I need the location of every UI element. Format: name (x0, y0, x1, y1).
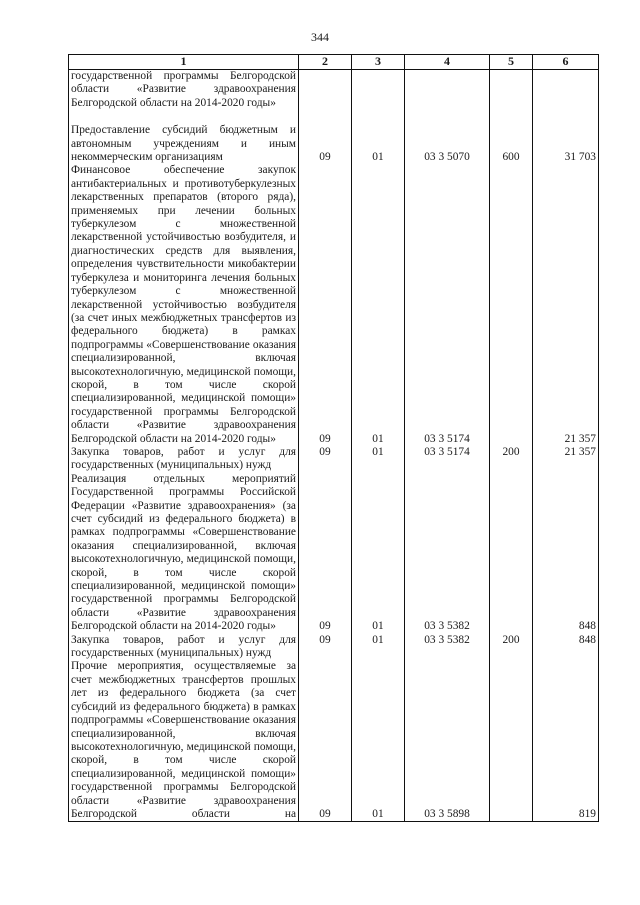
row-name: государственной программы Белгородской области «Развитие здравоохранения Белгородской области на 2014-2020 годы» (69, 70, 299, 111)
row-amount: 21 357 (533, 164, 599, 446)
row-section: 09 (299, 473, 352, 634)
row-subsection: 01 (352, 634, 405, 661)
row-section: 09 (299, 446, 352, 473)
row-target-item: 03 3 5382 (405, 473, 490, 634)
row-amount: 848 (533, 473, 599, 634)
row-target-item: 03 3 5382 (405, 634, 490, 661)
table-row (69, 446, 599, 473)
col-header-section: 2 (299, 55, 352, 70)
table-row (69, 110, 599, 164)
row-expense-type (490, 164, 533, 446)
col-header-name: 1 (69, 55, 299, 70)
row-section: 09 (299, 110, 352, 164)
row-subsection: 01 (352, 473, 405, 634)
row-section: 09 (299, 164, 352, 446)
row-subsection: 01 (352, 660, 405, 821)
row-expense-type: 200 (490, 634, 533, 661)
row-name: Финансовое обеспечение закупок антибактериальных и противотуберкулезных лекарственных препаратов (второго ряда), применяемых при лечении больных туберкулезом с множественной лекарственной устойчивостью возбудителя, и диагностических средств для выявления, определения чувствительности микобактерии туберкулеза и мониторинга лечения больных туберкулезом с множественной лекарственной устойчивостью возбудителя (за счет иных межбюджетных трансфертов из федерального бюджета) в рамках подпрограммы «Совершенствование оказания специализированной, включая высокотехнологичную, медицинской помощи, скорой, в том числе скорой специализированной, медицинской помощи» государственной программы Белгородской области «Развитие здравоохранения Белгородской области на 2014-2020 годы» (69, 164, 299, 446)
row-amount (533, 70, 599, 111)
row-target-item: 03 3 5174 (405, 164, 490, 446)
row-expense-type: 600 (490, 110, 533, 164)
row-name: Закупка товаров, работ и услуг для государственных (муниципальных) нужд (69, 446, 299, 473)
col-header-expense-type: 5 (490, 55, 533, 70)
row-target-item (405, 70, 490, 111)
col-header-amount: 6 (533, 55, 599, 70)
row-section (299, 70, 352, 111)
row-section: 09 (299, 660, 352, 821)
row-amount: 31 703 (533, 110, 599, 164)
row-subsection: 01 (352, 164, 405, 446)
row-name: Закупка товаров, работ и услуг для государственных (муниципальных) нужд (69, 634, 299, 661)
table-header-row (69, 55, 599, 70)
table-row (69, 70, 599, 111)
row-subsection: 01 (352, 446, 405, 473)
table-row (69, 660, 599, 821)
budget-table (68, 54, 599, 822)
col-header-target-item: 4 (405, 55, 490, 70)
row-expense-type: 200 (490, 446, 533, 473)
table-row (69, 164, 599, 446)
table-row (69, 473, 599, 634)
row-expense-type (490, 473, 533, 634)
row-target-item: 03 3 5070 (405, 110, 490, 164)
row-expense-type (490, 660, 533, 821)
row-subsection (352, 70, 405, 111)
row-name: Прочие мероприятия, осуществляемые за счет межбюджетных трансфертов прошлых лет из федерального бюджета (за счет субсидий из федерального бюджета) в рамках подпрограммы «Совершенствование оказания специализированной, включая высокотехнологичную, медицинской помощи, скорой, в том числе скорой специализированной, медицинской помощи» государственной программы Белгородской области «Развитие здравоохранения Белгородской области на (69, 660, 299, 821)
row-expense-type (490, 70, 533, 111)
row-section: 09 (299, 634, 352, 661)
row-target-item: 03 3 5174 (405, 446, 490, 473)
col-header-subsection: 3 (352, 55, 405, 70)
page-number: 344 (311, 30, 329, 44)
row-amount: 848 (533, 634, 599, 661)
table-row (69, 634, 599, 661)
row-amount: 21 357 (533, 446, 599, 473)
row-name: Реализация отдельных мероприятий Государственной программы Российской Федерации «Развитие здравоохранения» (за счет субсидий из федерального бюджета) в рамках подпрограммы «Совершенствование оказания специализированной, включая высокотехнологичную, медицинской помощи, скорой, в том числе скорой специализированной, медицинской помощи» государственной программы Белгородской области «Развитие здравоохранения Белгородской области на 2014-2020 годы» (69, 473, 299, 634)
row-amount: 819 (533, 660, 599, 821)
row-target-item: 03 3 5898 (405, 660, 490, 821)
row-name: Предоставление субсидий бюджетным и автономным учреждениям и иным некоммерческим организациям (69, 110, 299, 164)
row-subsection: 01 (352, 110, 405, 164)
